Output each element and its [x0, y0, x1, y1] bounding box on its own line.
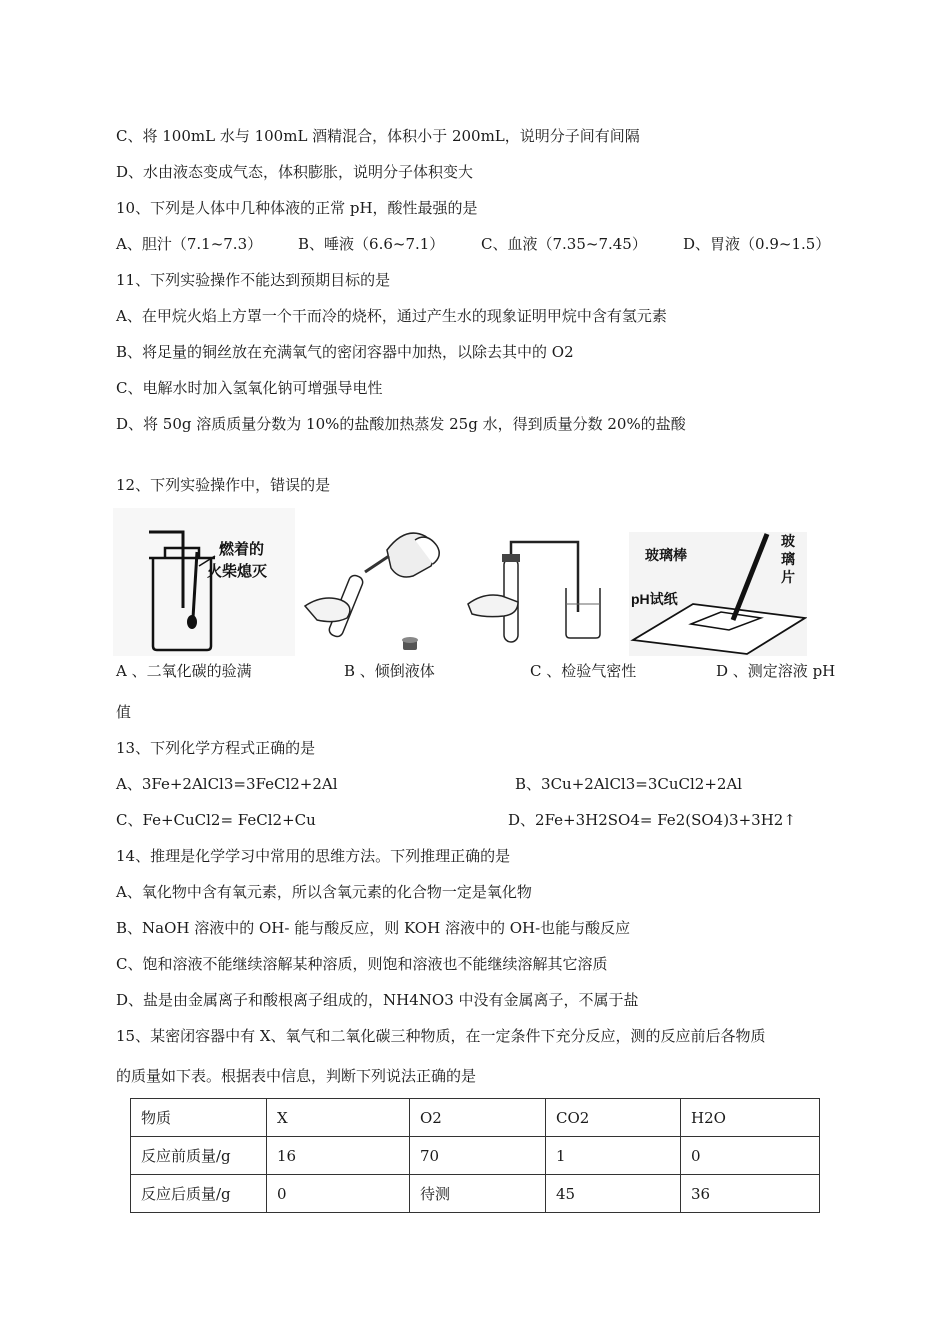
q10-stem: 10、下列是人体中几种体液的正常 pH，酸性最强的是: [116, 199, 478, 217]
table-header-cell: X: [267, 1099, 410, 1137]
q13-option-d: D、2Fe+3H2SO4= Fe2(SO4)3+3H2↑: [508, 811, 796, 829]
measure-ph-illustration: [629, 532, 807, 656]
q12-figure: [113, 508, 807, 656]
q15-stem-continued: 的质量如下表。根据表中信息，判断下列说法正确的是: [116, 1067, 477, 1085]
airtightness-illustration: [458, 534, 626, 656]
table-row: [131, 1175, 820, 1213]
glass-plate-label-2: 璃: [781, 551, 795, 567]
glass-plate-label-1: 玻: [781, 533, 795, 549]
table-row: [131, 1137, 820, 1175]
glass-rod-label: 玻璃棒: [645, 547, 687, 563]
q15-stem: 15、某密闭容器中有 X、氧气和二氧化碳三种物质，在一定条件下充分反应，测的反应前后各物质: [116, 1027, 766, 1045]
q10-option-b: B、唾液（6.6~7.1）: [298, 235, 445, 253]
q11-option-b: B、将足量的铜丝放在充满氧气的密闭容器中加热，以除去其中的 O2: [116, 343, 574, 361]
q10-option-c: C、血液（7.35~7.45）: [481, 235, 647, 253]
q13-option-a: A、3Fe+2AlCl3=3FeCl2+2Al: [116, 775, 338, 793]
co2-bottle-illustration: [113, 508, 295, 656]
table-cell: 反应前质量/g: [131, 1137, 267, 1175]
q12-stem: 12、下列实验操作中，错误的是: [116, 476, 331, 494]
q14-option-c: C、饱和溶液不能继续溶解某种溶质，则饱和溶液也不能继续溶解其它溶质: [116, 955, 608, 973]
q14-option-d: D、盐是由金属离子和酸根离子组成的，NH4NO3 中没有金属离子，不属于盐: [116, 991, 639, 1009]
pour-liquid-illustration: [295, 520, 463, 656]
table-cell: 0: [267, 1175, 410, 1213]
table-cell: 0: [681, 1137, 820, 1175]
table-cell: 待测: [410, 1175, 546, 1213]
table-cell: 反应后质量/g: [131, 1175, 267, 1213]
q12-option-c: C 、检验气密性: [530, 662, 637, 680]
q9-option-d: D、水由液态变成气态，体积膨胀，说明分子体积变大: [116, 163, 474, 181]
table-header-cell: O2: [410, 1099, 546, 1137]
match-label-line2: 火柴熄灭: [207, 563, 268, 580]
q14-stem: 14、推理是化学学习中常用的思维方法。下列推理正确的是: [116, 847, 511, 865]
table-cell: 1: [546, 1137, 681, 1175]
q11-option-c: C、电解水时加入氢氧化钠可增强导电性: [116, 379, 383, 397]
q10-option-d: D、胃液（0.9~1.5）: [683, 235, 831, 253]
q14-option-a: A、氧化物中含有氧元素，所以含氧元素的化合物一定是氧化物: [116, 883, 532, 901]
q12-option-d-continued: 值: [116, 703, 132, 721]
mass-table: [130, 1098, 820, 1213]
q10-option-a: A、胆汁（7.1~7.3）: [116, 235, 263, 253]
q12-option-d: D 、测定溶液 pH: [716, 662, 836, 680]
table-cell: 36: [681, 1175, 820, 1213]
q14-option-b: B、NaOH 溶液中的 OH- 能与酸反应，则 KOH 溶液中的 OH-也能与酸反应: [116, 919, 631, 937]
q13-option-c: C、Fe+CuCl2= FeCl2+Cu: [116, 811, 316, 829]
q12-option-b: B 、倾倒液体: [344, 662, 435, 680]
q11-option-d: D、将 50g 溶质质量分数为 10%的盐酸加热蒸发 25g 水，得到质量分数 20%的盐酸: [116, 415, 686, 433]
q9-option-c: C、将 100mL 水与 100mL 酒精混合，体积小于 200mL，说明分子间有间隔: [116, 127, 640, 145]
table-header-cell: 物质: [131, 1099, 267, 1137]
table-cell: 16: [267, 1137, 410, 1175]
q11-stem: 11、下列实验操作不能达到预期目标的是: [116, 271, 391, 289]
q13-option-b: B、3Cu+2AlCl3=3CuCl2+2Al: [515, 775, 743, 793]
table-header-cell: H2O: [681, 1099, 820, 1137]
table-header-cell: CO2: [546, 1099, 681, 1137]
match-label-line1: 燃着的: [219, 541, 265, 558]
table-cell: 45: [546, 1175, 681, 1213]
glass-plate-label-3: 片: [781, 569, 795, 585]
ph-paper-label: pH试纸: [631, 591, 678, 607]
q11-option-a: A、在甲烷火焰上方罩一个干而冷的烧杯，通过产生水的现象证明甲烷中含有氢元素: [116, 307, 667, 325]
table-cell: 70: [410, 1137, 546, 1175]
q12-option-a: A 、二氧化碳的验满: [116, 662, 252, 680]
q13-stem: 13、下列化学方程式正确的是: [116, 739, 316, 757]
table-header-row: [131, 1099, 820, 1137]
